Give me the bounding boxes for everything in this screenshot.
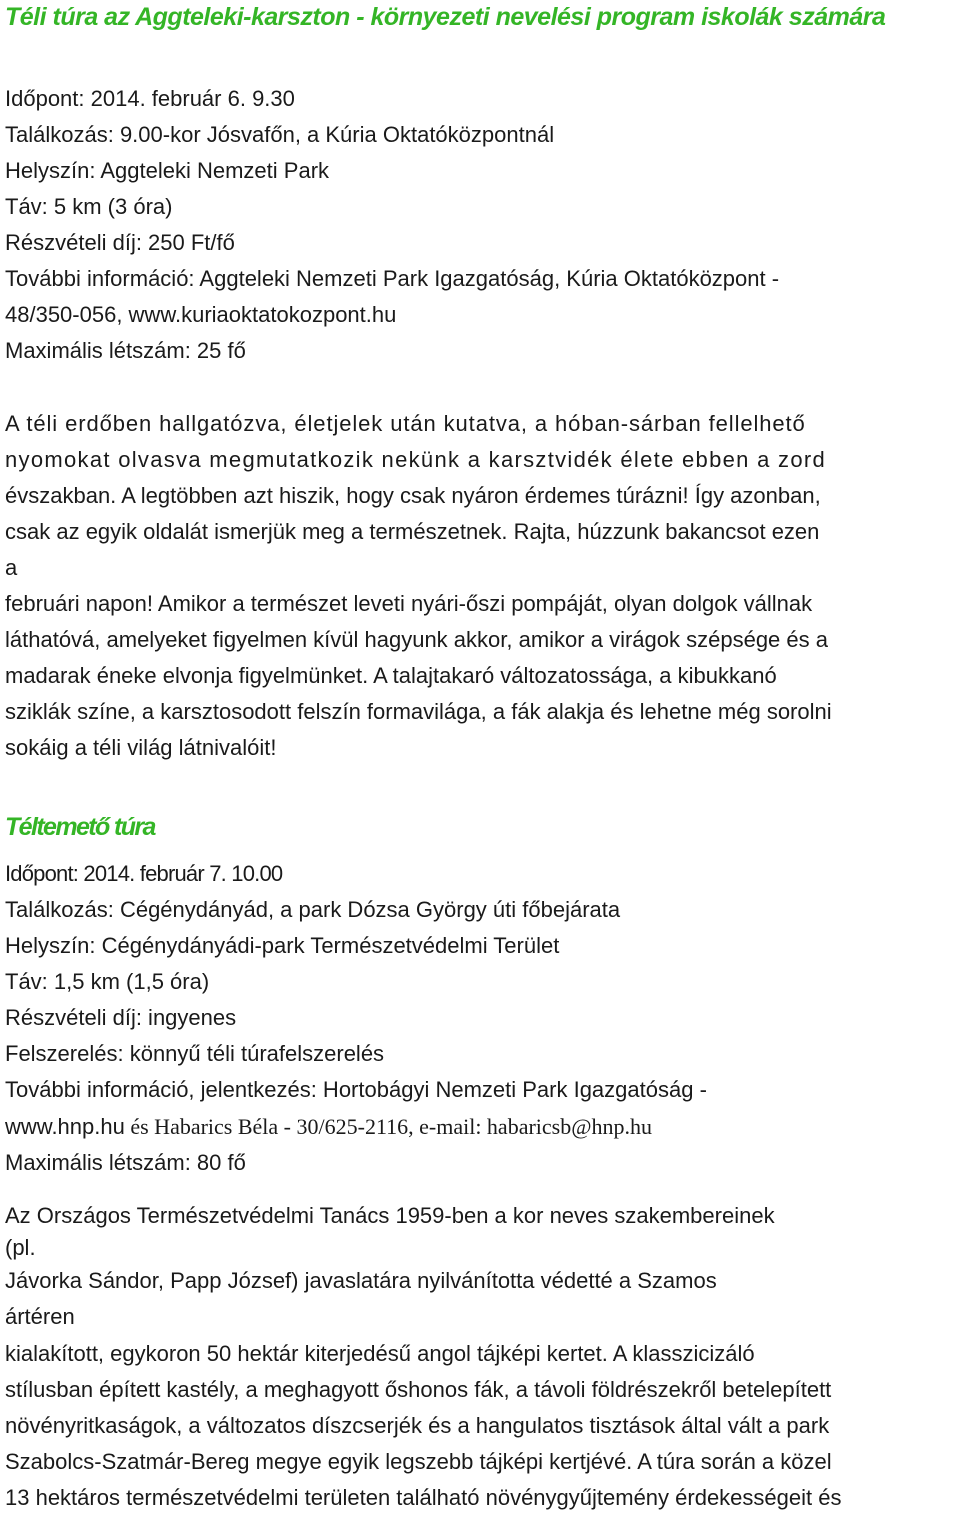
event1-detail-info: További információ: Aggteleki Nemzeti Park Igazgatóság, Kúria Oktatóközpont - bbox=[5, 266, 780, 291]
event1-desc-line: évszakban. A legtöbben azt hiszik, hogy csak nyáron érdemes túrázni! Így azonban, bbox=[5, 483, 821, 508]
event2-detail-location: Helyszín: Cégénydányádi-park Természetvédelmi Terület bbox=[5, 933, 560, 958]
event1-desc-line: láthatóvá, amelyeket figyelmen kívül hagyunk akkor, amikor a virágok szépsége és a bbox=[5, 627, 828, 652]
event2-desc-line: kialakított, egykoron 50 hektár kiterjedésű angol tájképi kertet. A klasszicizáló bbox=[5, 1341, 755, 1366]
event1-desc-line: sokáig a téli világ látnivalóit! bbox=[5, 735, 277, 760]
event1-desc-line: nyomokat olvasva megmutatkozik nekünk a karsztvidék élete ebben a zord bbox=[5, 447, 827, 472]
event1-detail-meeting: Találkozás: 9.00-kor Jósvafőn, a Kúria Oktatóközpontnál bbox=[5, 122, 555, 147]
event1-detail-fee: Részvételi díj: 250 Ft/fő bbox=[5, 230, 235, 255]
event1-title: Téli túra az Aggteleki-karszton - környezeti nevelési program iskolák számára bbox=[5, 3, 886, 31]
event1-desc-line: a bbox=[5, 555, 18, 580]
event2-desc-line: (pl. bbox=[5, 1235, 36, 1260]
event2-desc-line: 13 hektáros természetvédelmi területen található növénygyűjtemény érdekességeit és bbox=[5, 1485, 842, 1510]
event1-desc-line: madarak éneke elvonja figyelmünket. A talajtakaró változatossága, a kibukkanó bbox=[5, 663, 777, 688]
event2-detail-max: Maximális létszám: 80 fő bbox=[5, 1150, 246, 1175]
event2-detail-info: További információ, jelentkezés: Hortobágyi Nemzeti Park Igazgatóság - bbox=[5, 1077, 707, 1102]
event1-detail-date: Időpont: 2014. február 6. 9.30 bbox=[5, 86, 295, 111]
event1-detail-max: Maximális létszám: 25 fő bbox=[5, 338, 246, 363]
event1-desc-line: sziklák színe, a karsztosodott felszín formavilága, a fák alakja és lehetne még sorolni bbox=[5, 699, 832, 724]
event2-detail-meeting: Találkozás: Cégénydányád, a park Dózsa György úti főbejárata bbox=[5, 897, 621, 922]
event2-desc-line: Szabolcs-Szatmár-Bereg megye egyik legszebb tájképi kertjévé. A túra során a közel bbox=[5, 1449, 832, 1474]
event1-detail-distance: Táv: 5 km (3 óra) bbox=[5, 194, 173, 219]
event2-desc-line: ártéren bbox=[5, 1304, 75, 1329]
event1-desc-line: csak az egyik oldalát ismerjük meg a természetnek. Rajta, húzzunk bakancsot ezen bbox=[5, 519, 820, 544]
event2-desc-line: stílusban épített kastély, a meghagyott őshonos fák, a távoli földrészekről betelepített bbox=[5, 1377, 832, 1402]
event2-desc-line: növényritkaságok, a változatos díszcserjék és a hangulatos tisztások által vált a park bbox=[5, 1413, 830, 1438]
event2-detail-fee: Részvételi díj: ingyenes bbox=[5, 1005, 237, 1030]
event2-contact-text: és Habarics Béla - 30/625-2116, e-mail: habaricsb@hnp.hu bbox=[124, 1114, 652, 1139]
event1-desc-line: februári napon! Amikor a természet leveti nyári-őszi pompáját, olyan dolgok vállnak bbox=[5, 591, 813, 616]
hnp-website-link[interactable]: www.hnp.hu bbox=[5, 1114, 125, 1139]
event1-detail-location: Helyszín: Aggteleki Nemzeti Park bbox=[5, 158, 330, 183]
event2-detail-equipment: Felszerelés: könnyű téli túrafelszerelés bbox=[5, 1041, 385, 1066]
event2-desc-line: Jávorka Sándor, Papp József) javaslatára nyilvánította védetté a Szamos bbox=[5, 1268, 717, 1293]
event2-title: Téltemető túra bbox=[5, 813, 155, 841]
event2-detail-date: Időpont: 2014. február 7. 10.00 bbox=[5, 861, 283, 886]
event2-desc-line: Az Országos Természetvédelmi Tanács 1959-ben a kor neves szakembereinek bbox=[5, 1203, 775, 1228]
event1-desc-line: A téli erdőben hallgatózva, életjelek után kutatva, a hóban-sárban fellelhető bbox=[5, 411, 806, 436]
event2-detail-distance: Táv: 1,5 km (1,5 óra) bbox=[5, 969, 210, 994]
event2-contact-line bbox=[5, 1112, 652, 1142]
event1-detail-contact: 48/350-056, www.kuriaoktatokozpont.hu bbox=[5, 302, 397, 327]
